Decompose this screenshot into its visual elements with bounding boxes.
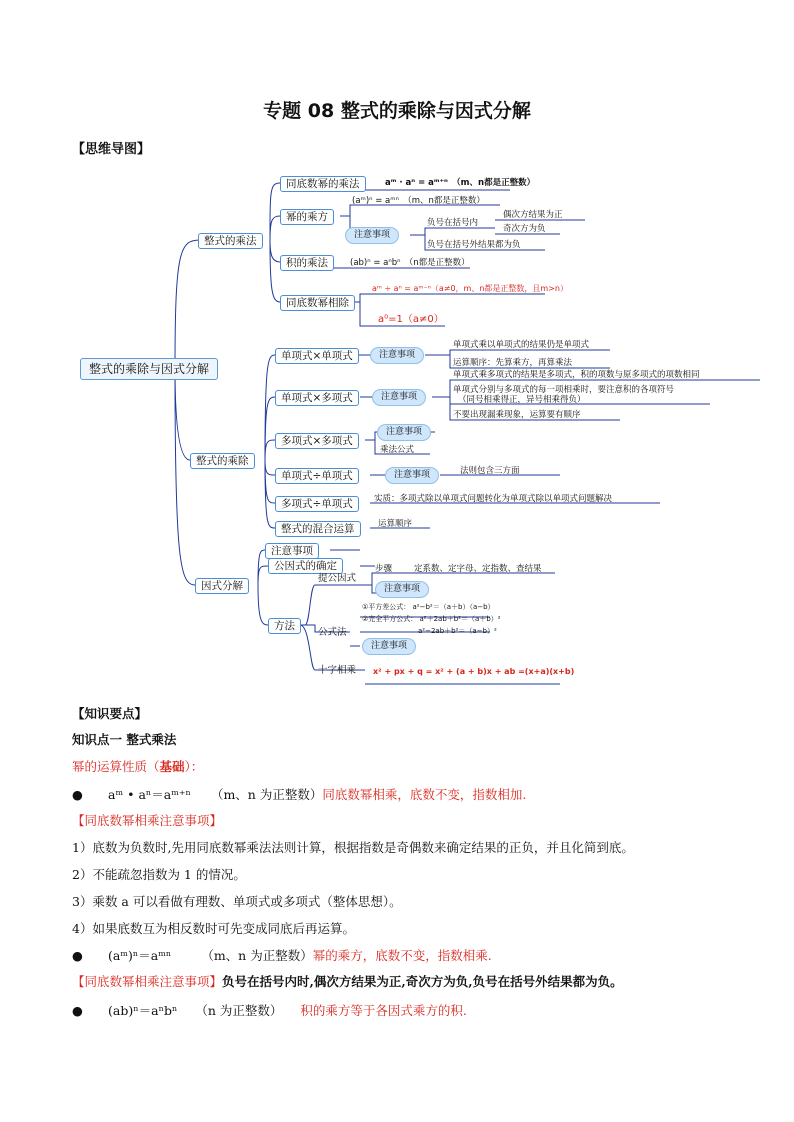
note-mono-poly-2: （同号相乘得正，异号相乘得负） [458,395,586,405]
notes-title-1: 【同底数幂相乘注意事项】 [72,813,223,828]
formula-perfect-square-2: a²−2ab＋b²＝（a−b）² [418,627,497,635]
node-power-of-power: 幂的乘方 [280,209,334,225]
note-sign-inside: 负号在括号内 [427,218,479,228]
step-label: 步骤 [375,564,393,574]
node-same-base-multiply: 同底数幂的乘法 [280,176,366,192]
rule-same-base-multiply: aᵐ · aⁿ = aᵐ⁺ⁿ （m、n都是正整数） [385,178,536,188]
node-product-power: 积的乘法 [280,255,334,271]
note-mono-poly-1: 单项式分别与多项式的每一项相乘时，要注意积的各项符号 [453,385,675,395]
note-even-positive: 偶次方结果为正 [503,210,563,220]
note-cloud-poly-poly: 注意事项 [377,424,431,441]
note-odd-negative: 奇次方为负 [503,224,546,234]
node-factor-notes: 注意事项 [265,543,319,559]
node-mono-times-mono: 单项式×单项式 [275,348,359,364]
knowledge-header: 【知识要点】 [72,706,148,721]
bullet-icon: ● [72,787,83,802]
note-line-1: 1）底数为负数时,先用同底数幂乘法法则计算，根据指数是奇偶数来确定结果的正负，并且化简到底。 [72,840,634,855]
method-formula: 公式法 [318,627,347,638]
note-mono-mono-1: 单项式乘以单项式的结果仍是单项式 [453,340,590,350]
rule-line-3: 【同底数幂相乘注意事项】负号在括号内时,偶次方结果为正,奇次方为负,负号在括号外结果都为负。 [72,974,623,989]
note-three-aspects: 法则包含三方面 [460,466,520,476]
note-mono-poly-3: 不要出现漏乘现象，运算要有顺序 [453,410,581,420]
note-poly-div-essence: 实质：多项式除以单项式问题转化为单项式除以单项式问题解决 [374,494,613,504]
node-mixed-operations: 整式的混合运算 [275,521,361,537]
note-sign-outside: 负号在括号外结果都为负 [427,240,521,250]
note-cloud-common-factor: 注意事项 [375,581,429,598]
note-cloud-mono-poly: 注意事项 [372,389,426,406]
note-cloud-power: 注意事项 [345,227,399,244]
node-common-factor: 公因式的确定 [268,558,343,574]
note-operation-order: 运算顺序 [378,519,413,529]
node-methods: 方法 [268,618,301,634]
node-poly-div-mono: 多项式÷单项式 [275,496,359,512]
rule-same-base-divide: aᵐ ÷ aⁿ = aᵐ⁻ⁿ（a≠0，m、n都是正整数，且m>n） [372,284,568,293]
note-line-4: 4）如果底数互为相反数时可先变成同底后再运算。 [72,921,355,936]
mind-map-root: 整式的乘除与因式分解 [80,358,218,380]
rule-zero-exponent: a⁰=1（a≠0） [378,314,444,325]
rule-power-of-power: (aᵐ)ⁿ = aᵐⁿ （m、n都是正整数） [352,196,485,206]
formula-difference-squares: ①平方差公式： a²−b²＝（a＋b）（a−b） [362,603,495,611]
note-line-3: 3）乘数 a 可以看做有理数、单项式或多项式（整体思想）。 [72,894,402,909]
node-same-base-divide: 同底数幂相除 [280,295,355,311]
page-title: 专题 08 整式的乘除与因式分解 [263,100,531,122]
note-multiplication-formula: 乘法公式 [380,445,415,455]
branch-mult-div: 整式的乘除 [190,453,255,469]
branch-multiplication: 整式的乘法 [198,233,263,249]
bullet-icon: ● [72,948,83,963]
rule-line-2: ● (aᵐ)ⁿ＝aᵐⁿ （m、n 为正整数）幂的乘方，底数不变，指数相乘. [72,948,492,963]
method-cross: 十字相乘 [318,665,357,676]
mind-map-header: 【思维导图】 [72,142,151,157]
node-poly-times-poly: 多项式×多项式 [275,433,359,449]
branch-factorization: 因式分解 [195,578,249,594]
note-cloud-mono-mono: 注意事项 [370,347,424,364]
note-cloud-mono-div: 注意事项 [385,467,439,484]
note-line-2: 2）不能疏忽指数为 1 的情况。 [72,867,246,882]
note-cloud-formula: 注意事项 [362,638,416,655]
formula-perfect-square-1: ②完全平方公式： a²＋2ab＋b²＝（a＋b）² [362,615,501,623]
rule-cross-multiplication: x² + px + q = x² + (a + b)x + ab =(x+a)(x+b) [373,667,575,676]
note-mono-mono-2: 运算顺序：先算乘方，再算乘法 [453,358,573,368]
knowledge-point-1: 知识点一 整式乘法 [72,732,177,747]
node-mono-times-poly: 单项式×多项式 [275,390,359,406]
rule-product-power: (ab)ⁿ = aⁿbⁿ （n都是正整数） [350,258,470,268]
node-mono-div-mono: 单项式÷单项式 [275,468,359,484]
rule-line-4: ● (ab)ⁿ＝aⁿbⁿ （n 为正整数） 积的乘方等于各因式乘方的积. [72,1003,467,1018]
step-list: 定系数、定字母、定指数、查结果 [414,564,542,574]
note-mono-poly-0: 单项式乘多项式的结果是多项式，积的项数与原多项式的项数相同 [453,370,700,380]
bullet-icon: ● [72,1003,83,1018]
rule-line-1: ● aᵐ • aⁿ＝aᵐ⁺ⁿ （m、n 为正整数）同底数幂相乘，底数不变，指数相加. [72,787,527,802]
power-properties-title: 幂的运算性质（基础）： [72,759,204,774]
method-common-factor: 提公因式 [318,573,357,584]
